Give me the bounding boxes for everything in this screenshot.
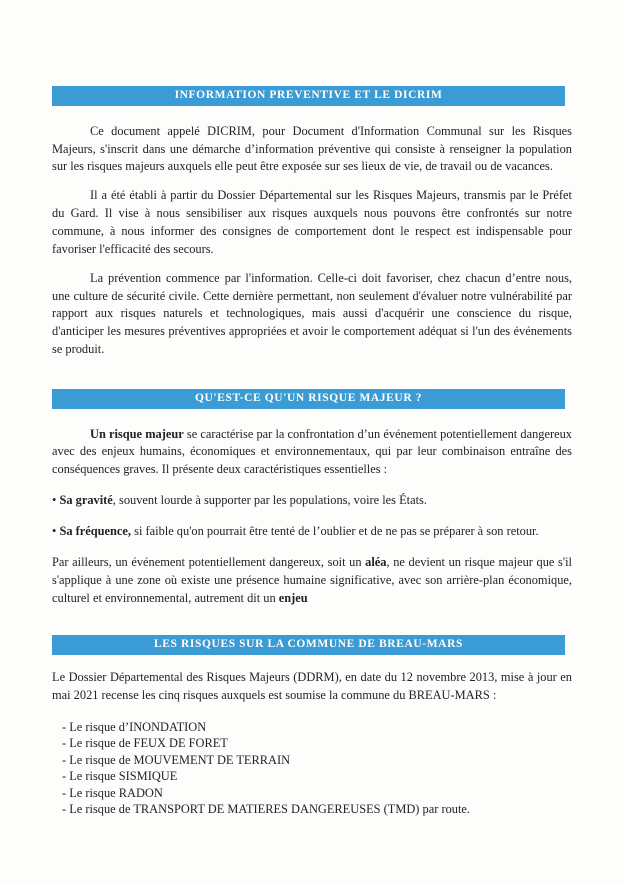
paragraph-prevention-culture: La prévention commence par l'information. Celle-ci doit favoriser, chez chacun d’entre nous, une culture de sécurité civile. Cette dernière permettant, non seulement d'évaluer notre vulnérabilité par rapport aux risques naturels et technologiques, mais aussi d'acquérir une conscience du risque, d'anticiper les mesures préventives appropriées et avoir le comportement adéquat si l'un des événements se produit. — [52, 270, 572, 357]
paragraph-dicrim-definition: Ce document appelé DICRIM, pour Document d'Information Communal sur les Risques Majeurs, s'inscrit dans une démarche d’information préventive qui consiste à renseigner la population sur les risques majeurs auxquels elle peut être exposée sur ses lieux de vie, de travail ou de vacances. — [52, 123, 572, 174]
lead-bold-risque-majeur: Un risque majeur — [90, 426, 184, 441]
spacer — [52, 359, 572, 375]
spacer — [52, 510, 572, 523]
spacer — [52, 176, 572, 187]
alea-text-part1: Par ailleurs, un événement potentiellement dangereux, soit un — [52, 554, 366, 569]
spacer — [52, 259, 572, 270]
spacer — [52, 623, 572, 635]
spacer — [52, 106, 572, 123]
spacer — [52, 479, 572, 492]
bullet-sa-gravite — [52, 492, 572, 510]
risk-list — [52, 719, 572, 818]
section-banner-label: LES RISQUES SUR LA COMMUNE DE BREAU-MARS — [52, 635, 565, 655]
risk-list-item: - Le risque de MOUVEMENT DE TERRAIN — [62, 752, 291, 767]
section-banner-label: INFORMATION PREVENTIVE ET LE DICRIM — [52, 86, 565, 106]
spacer — [52, 409, 572, 426]
paragraph-ddrm-recensement: Le Dossier Départemental des Risques Majeurs (DDRM), en date du 12 novembre 2013, mise à jour en mai 2021 recense les cinq risques auxquels est soumise la commune du BREAU-MARS : — [52, 670, 572, 702]
alea-text-part2: , ne devient un risque majeur que s'il s'applique à une zone où existe une présence humaine significative, avec son arrière-plan économique, culturel et environnemental, autrement dit un — [52, 554, 572, 605]
risk-list-item: - Le risque RADON — [62, 785, 163, 800]
lead-rest-risque-majeur: se caractérise par la confrontation d’un événement potentiellement dangereux avec des enjeux humains, économiques et environnementaux, qui par leur combinaison entraîne des conséquences graves. Il présente deux caractéristiques essentielles : — [52, 426, 572, 477]
spacer — [52, 655, 572, 669]
risk-list-item: - Le risque d’INONDATION — [62, 719, 207, 734]
enjeu-bold: enjeu — [278, 590, 308, 605]
document-content — [52, 0, 572, 818]
bullet-bold-label: Sa fréquence, — [59, 524, 132, 539]
paragraph-ddrm-origin: Il a été établi à partir du Dossier Départemental sur les Risques Majeurs, transmis par le Préfet du Gard. Il vise à nous sensibiliser aux risques auxquels nous pouvons être confrontés sur notre commune, à nous informer des consignes de comportement dont le respect est indispensable pour favoriser l'efficacité des secours. — [52, 188, 572, 256]
paragraph-risque-majeur-definition — [52, 426, 572, 480]
risk-list-item: - Le risque de TRANSPORT DE MATIERES DANGEREUSES (TMD) par route. — [62, 802, 470, 817]
paragraph-alea-enjeu — [52, 554, 572, 608]
bullet-text: si faible qu'on pourrait être tenté de l’oublier et de ne pas se préparer à son retour. — [131, 524, 539, 539]
section-banner-label: QU'EST-CE QU'UN RISQUE MAJEUR ? — [52, 389, 565, 409]
risk-list-item: - Le risque SISMIQUE — [62, 769, 178, 784]
bullet-sa-frequence — [52, 523, 572, 541]
bullet-marker: • — [52, 493, 57, 508]
risk-list-item: - Le risque de FEUX DE FORET — [62, 736, 228, 751]
spacer — [52, 541, 572, 554]
bullet-text: , souvent lourde à supporter par les populations, voire les États. — [112, 493, 427, 508]
bullet-marker: • — [52, 524, 57, 539]
section-banner-information-preventive — [52, 86, 565, 106]
spacer — [52, 705, 572, 719]
spacer — [52, 375, 572, 389]
section-banner-risque-majeur — [52, 389, 565, 409]
alea-bold: aléa — [365, 554, 387, 569]
bullet-bold-label: Sa gravité — [59, 493, 113, 508]
spacer — [52, 607, 572, 623]
section-banner-risques-commune — [52, 635, 565, 655]
top-margin-spacer — [52, 0, 572, 86]
